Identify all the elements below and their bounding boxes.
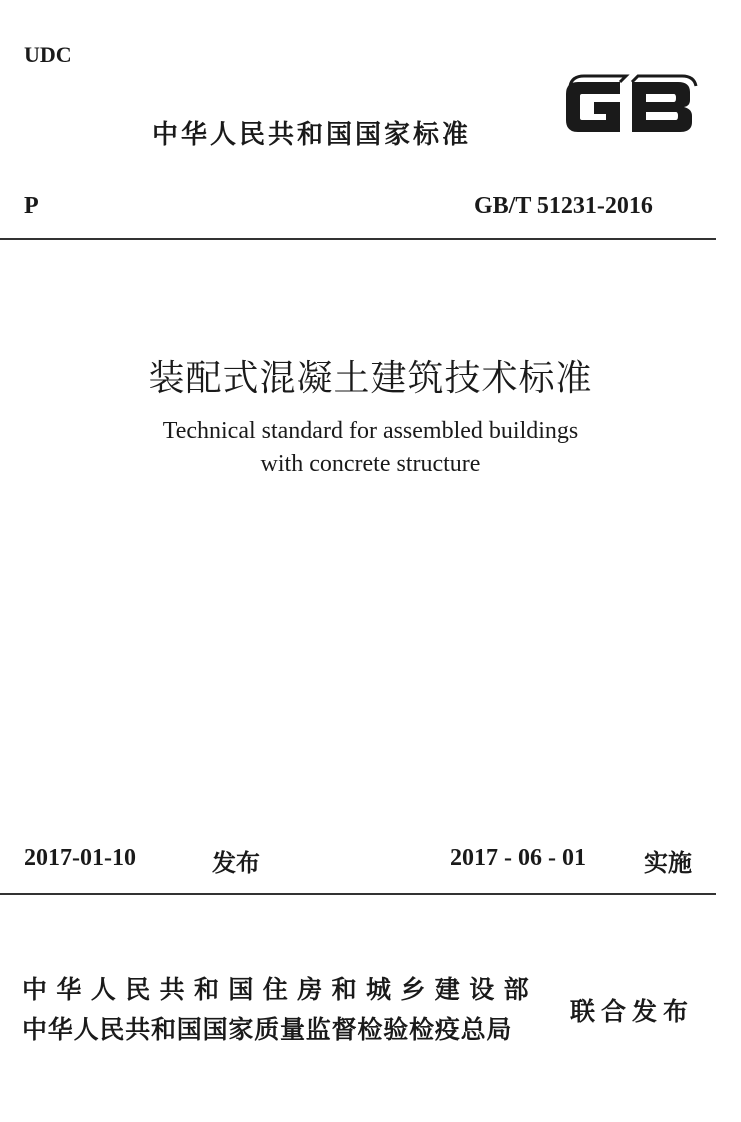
joint-issue-label: 联合发布 bbox=[570, 997, 695, 1026]
national-standard-heading: 中华人民共和国国家标准 bbox=[152, 120, 472, 150]
header-divider bbox=[0, 238, 716, 240]
gb-standard-logo-icon bbox=[560, 72, 700, 142]
issuer-line1: 中华人民共和国住房和城乡建设部 bbox=[22, 975, 539, 1004]
udc-label: UDC bbox=[24, 42, 72, 67]
title-cn: 装配式混凝土建筑技术标准 bbox=[148, 358, 593, 399]
title-en-line2: with concrete structure bbox=[260, 451, 481, 477]
standard-number: GB/T 51231-2016 bbox=[474, 193, 653, 219]
implement-label: 实施 bbox=[644, 849, 692, 877]
issue-label: 发布 bbox=[212, 849, 260, 877]
title-en-line1: Technical standard for assembled buildings bbox=[162, 418, 579, 444]
gb-logo bbox=[560, 72, 700, 142]
issuer-line2: 中华人民共和国国家质量监督检验检疫总局 bbox=[22, 1015, 513, 1044]
implement-date: 2017 - 06 - 01 bbox=[450, 845, 586, 871]
issue-date: 2017-01-10 bbox=[24, 845, 136, 871]
category-code: P bbox=[24, 193, 39, 219]
date-divider bbox=[0, 893, 716, 895]
